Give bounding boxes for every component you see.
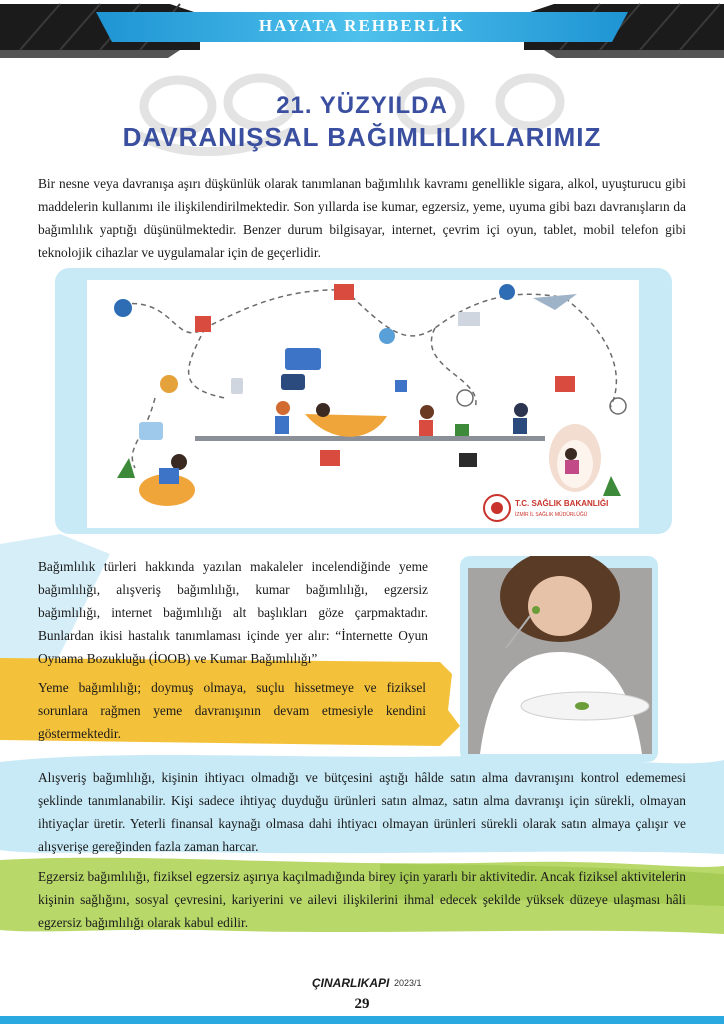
footer-bar: [0, 1016, 724, 1024]
eating-woman-photo: [460, 556, 658, 762]
magazine-issue: 2023/1: [394, 978, 422, 988]
digital-addiction-illustration: [55, 268, 672, 534]
ministry-logo-subtext: İZMİR İL SAĞLIK MÜDÜRLÜĞÜ: [515, 512, 588, 518]
intro-paragraph: Bir nesne veya davranışa aşırı düşkünlük olarak tanımlanan bağımlılık kavramı genellikle sigara, alkol, uyuşturucu gibi maddelerin kullanımı ile ilişkilendirilmektedir. Son yıllarda ise kumar, egzersiz, yeme, uyuma gibi bazı davranışların da bağımlılık yaptığı düşünülmektedir. Benzer durum bilgisayar, internet, çevrim içi oyun, tablet, mobil telefon gibi teknolojik cihazlar ve uygulamalar için de geçerlidir.: [38, 176, 686, 260]
article-title-line-2: DAVRANIŞSAL BAĞIMLILIKLARIMIZ: [122, 122, 602, 152]
page-number: 29: [354, 996, 370, 1012]
magazine-brand: ÇINARLIKAPI: [312, 976, 390, 990]
exercise-addiction-paragraph: Egzersiz bağımlılığı, fiziksel egzersiz aşırıya kaçılmadığında birey için yararlı bir aktivitedir. Ancak fiziksel aktivitelerin kişinin sağlığını, sosyal çevresini, kariyerini ve ailevi ilişkilerini ihmal edecek şekilde yüksek düzeye ulaşması hâli egzersiz bağımlılığı olarak kabul edilir.: [38, 869, 686, 930]
ministry-logo-text: T.C. SAĞLIK BAKANLIĞI: [515, 499, 609, 508]
addiction-types-paragraph: Bağımlılık türleri hakkında yazılan makaleler incelendiğinde yeme bağımlılığı, alışveriş bağımlılığı, kumar bağımlılığı, egzersiz bağımlılığı, internet bağımlılığı alt başlıkları göze çarpmaktadır. Bunlardan ikisi hastalık tanımlaması içinde yer alır: “İnternette Oyun Oynama Bozukluğu (İOOB) ve Kumar Bağımlılığı”: [38, 559, 428, 666]
section-header-title: HAYATA REHBERLİK: [258, 16, 466, 35]
eating-addiction-paragraph: Yeme bağımlılığı; doymuş olmaya, suçlu hissetmeye ve fiziksel sorunlara rağmen yeme davranışının devam etmesiyle kendini göstermektedir.: [38, 680, 426, 741]
article-title-line-1: 21. YÜZYILDA: [276, 92, 448, 119]
shopping-addiction-paragraph: Alışveriş bağımlılığı, kişinin ihtiyacı olmadığı ve bütçesini aştığı hâlde satın alma davranışını kontrol edememesi şeklinde tanımlanabilir. Kişi sadece ihtiyaç duyduğu ürünleri satın almaz, satın alma davranışı için sürekli, olmayan ihtiyaçlar üretir. Yeterli finansal kaynağı olmasa dahi ihtiyacı olmayan ürünleri sürekli olarak satın almaya çalışır ve alışverişe gereğinden fazla zaman harcar.: [38, 770, 686, 854]
